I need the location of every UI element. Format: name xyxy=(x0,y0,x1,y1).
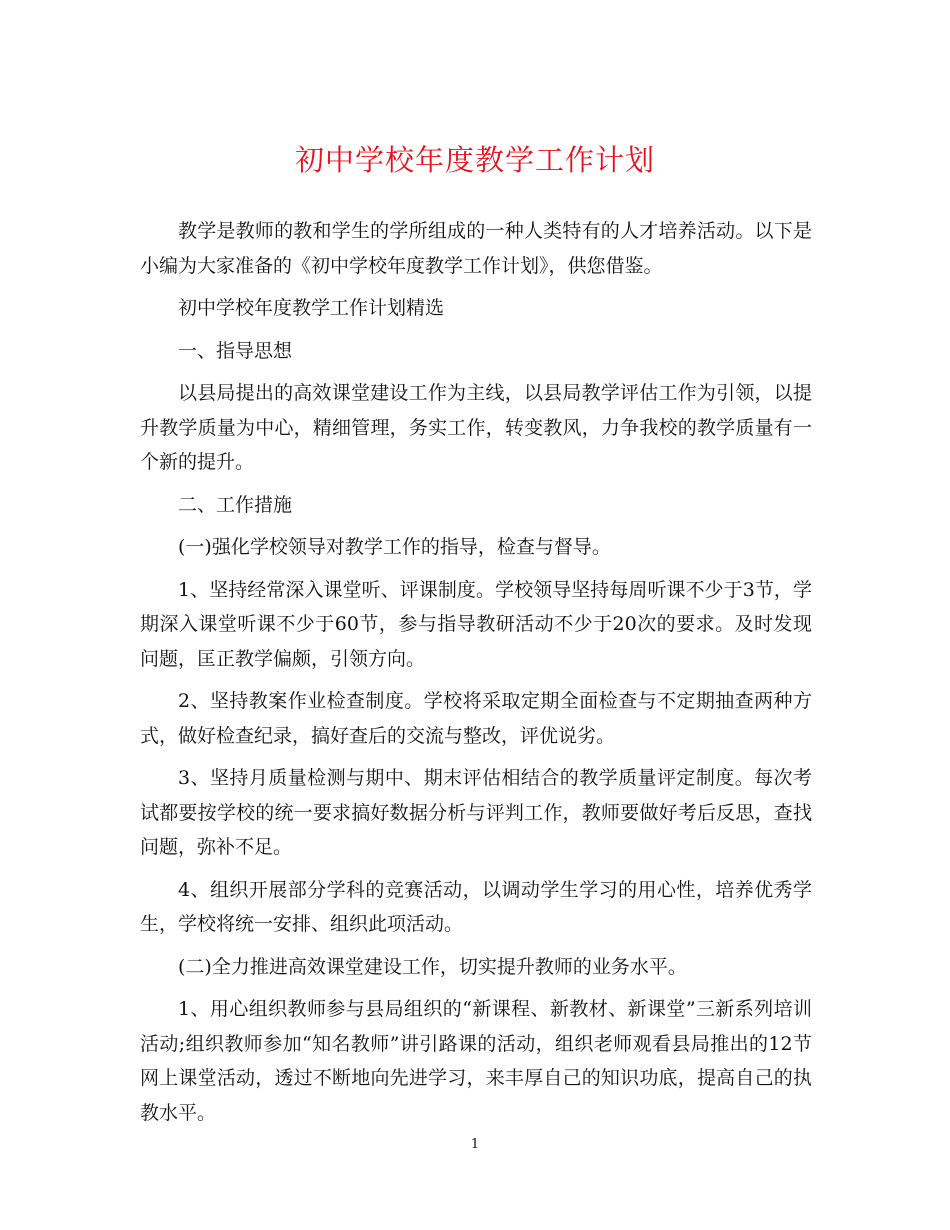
subsection-heading-2: (二)全力推进高效课堂建设工作，切实提升教师的业务水平。 xyxy=(178,955,687,978)
list-item-2-1: 1、用心组织教师参与县局组织的“新课程、新教材、新课堂”三新系列培训活动;组织教师参加“知名教师”讲引路课的活动，组织老师观看县局推出的12节网上课堂活动，透过不断地向先进学习，来丰厚自己的知识功底，提高自己的执教水平。 xyxy=(140,998,812,1124)
section-heading-guiding-ideology: 一、指导思想 xyxy=(178,339,293,362)
paragraph-subtitle: 初中学校年度教学工作计划精选 xyxy=(178,297,445,319)
subsection-heading-1: (一)强化学校领导对教学工作的指导，检查与督导。 xyxy=(178,536,611,558)
list-item-1-2: 2、坚持教案作业检查制度。学校将采取定期全面检查与不定期抽查两种方式，做好检查纪录，搞好查后的交流与整改，评优说劣。 xyxy=(140,690,812,747)
paragraph-intro: 教学是教师的教和学生的学所组成的一种人类特有的人才培养活动。以下是小编为大家准备的《初中学校年度教学工作计划》，供您借鉴。 xyxy=(140,220,812,277)
list-item-1-1: 1、坚持经常深入课堂听、评课制度。学校领导坚持每周听课不少于3节，学期深入课堂听课不少于60节，参与指导教研活动不少于20次的要求。及时发现问题，匡正教学偏颇，引领方向。 xyxy=(140,578,812,670)
list-item-1-3: 3、坚持月质量检测与期中、期末评估相结合的教学质量评定制度。每次考试都要按学校的统一要求搞好数据分析与评判工作，教师要做好考后反思，查找问题，弥补不足。 xyxy=(140,767,812,858)
list-item-1-4: 4、组织开展部分学科的竞赛活动，以调动学生学习的用心性，培养优秀学生，学校将统一安排、组织此项活动。 xyxy=(140,878,812,935)
paragraph-guiding-ideology: 以县局提出的高效课堂建设工作为主线，以县局教学评估工作为引领，以提升教学质量为中心，精细管理，务实工作，转变教风，力争我校的教学质量有一个新的提升。 xyxy=(140,382,812,473)
document-body xyxy=(140,214,812,1138)
section-heading-work-measures: 二、工作措施 xyxy=(178,493,293,516)
document-title: 初中学校年度教学工作计划 xyxy=(294,143,655,177)
page-number: 1 xyxy=(470,1137,480,1152)
